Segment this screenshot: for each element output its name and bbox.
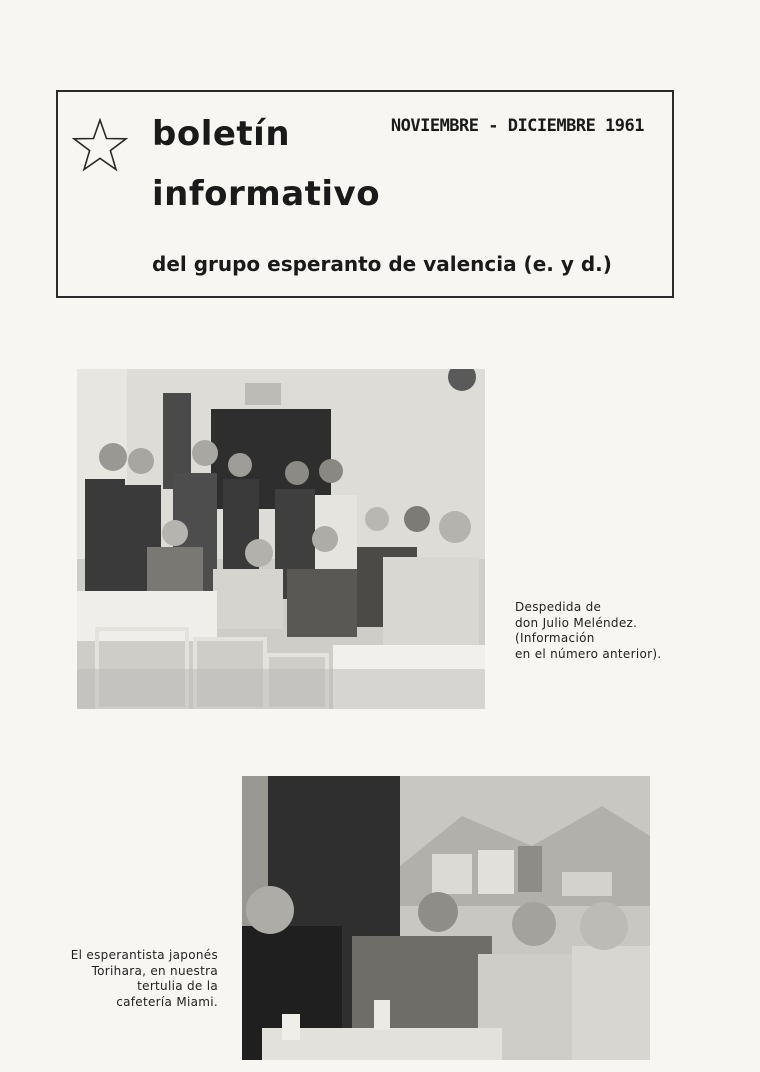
caption-line: don Julio Meléndez. (515, 615, 638, 630)
caption-line: Torihara, en nuestra (91, 963, 218, 978)
caption-line: Despedida de (515, 600, 602, 614)
masthead (56, 90, 674, 298)
caption-line: en el número anterior). (515, 646, 662, 661)
group-photo (77, 369, 485, 709)
title-line-1: boletín (152, 114, 291, 154)
star-icon (72, 118, 128, 172)
photo-2-caption (60, 948, 218, 1010)
title-line-2: informativo (152, 174, 381, 214)
caption-line: El esperantista japonés (70, 948, 218, 962)
issue-date: NOVIEMBRE - DICIEMBRE 1961 (390, 116, 644, 136)
caption-line: tertulia de la (137, 979, 218, 993)
cafeteria-photo (242, 776, 650, 1060)
caption-line: cafetería Miami. (116, 994, 218, 1009)
caption-line: (Información (515, 631, 595, 645)
photo-1-caption (515, 600, 661, 662)
subtitle: del grupo esperanto de valencia (e. y d.) (152, 252, 612, 276)
